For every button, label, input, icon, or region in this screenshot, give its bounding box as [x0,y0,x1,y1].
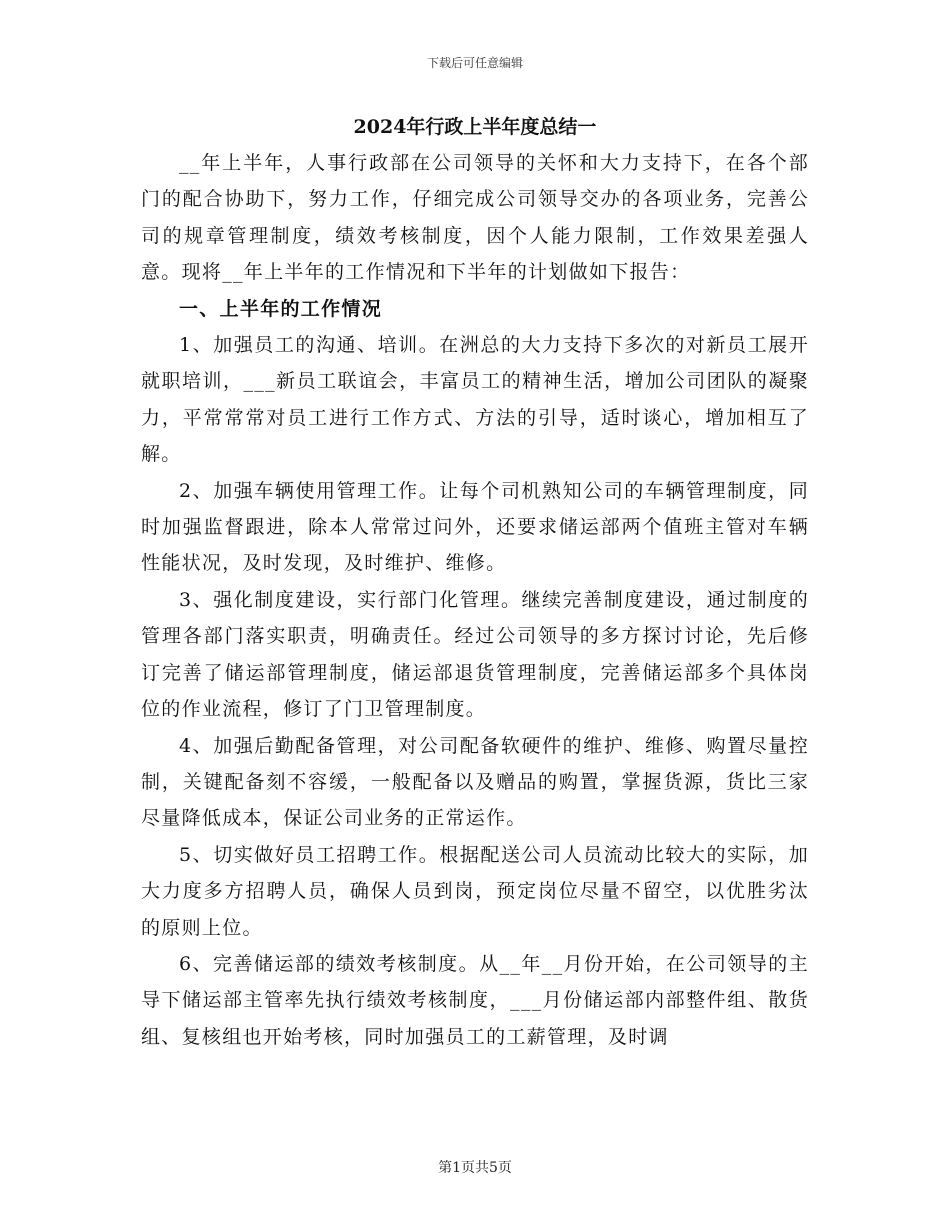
section-heading: 一、上半年的工作情况 [179,297,383,320]
paragraph-item-2: 2、加强车辆使用管理工作。让每个司机熟知公司的车辆管理制度，同时加强监督跟进，除本人常常过问外，还要求储运部两个值班主管对车辆性能状况，及时发现，及时维护、维修。 [141,479,809,575]
page-footer: 第1页共5页 [438,1160,512,1176]
header-note: 下载后可任意编辑 [426,56,523,70]
paragraph-item-5: 5、切实做好员工招聘工作。根据配送公司人员流动比较大的实际，加大力度多方招聘人员，确保人员到岗，预定岗位尽量不留空，以优胜劣汰的原则上位。 [141,843,809,939]
paragraph-item-6: 6、完善储运部的绩效考核制度。从__年__月份开始，在公司领导的主导下储运部主管率先执行绩效考核制度，___月份储运部内部整件组、散货组、复核组也开始考核，同时加强员工的工薪管理，及时调 [141,952,809,1048]
paragraph-item-1: 1、加强员工的沟通、培训。在洲总的大力支持下多次的对新员工展开就职培训，___新员工联谊会，丰富员工的精神生活，增加公司团队的凝聚力，平常常常对员工进行工作方式、方法的引导，适时谈心，增加相互了解。 [141,334,809,466]
document-title: 2024年行政上半年度总结一 [353,116,597,138]
paragraph-intro: __年上半年，人事行政部在公司领导的关怀和大力支持下，在各个部门的配合协助下，努力工作，仔细完成公司领导交办的各项业务，完善公司的规章管理制度，绩效考核制度，因个人能力限制，工作效果差强人意。现将__年上半年的工作情况和下半年的计划做如下报告： [141,152,809,284]
paragraph-item-4: 4、加强后勤配备管理，对公司配备软硬件的维护、维修、购置尽量控制，关键配备刻不容缓，一般配备以及赠品的购置，掌握货源，货比三家尽量降低成本，保证公司业务的正常运作。 [141,734,809,830]
document-body [141,145,809,1055]
paragraph-item-3: 3、强化制度建设，实行部门化管理。继续完善制度建设，通过制度的管理各部门落实职责，明确责任。经过公司领导的多方探讨讨论，先后修订完善了储运部管理制度，储运部退货管理制度，完善储运部多个具体岗位的作业流程，修订了门卫管理制度。 [141,588,809,721]
